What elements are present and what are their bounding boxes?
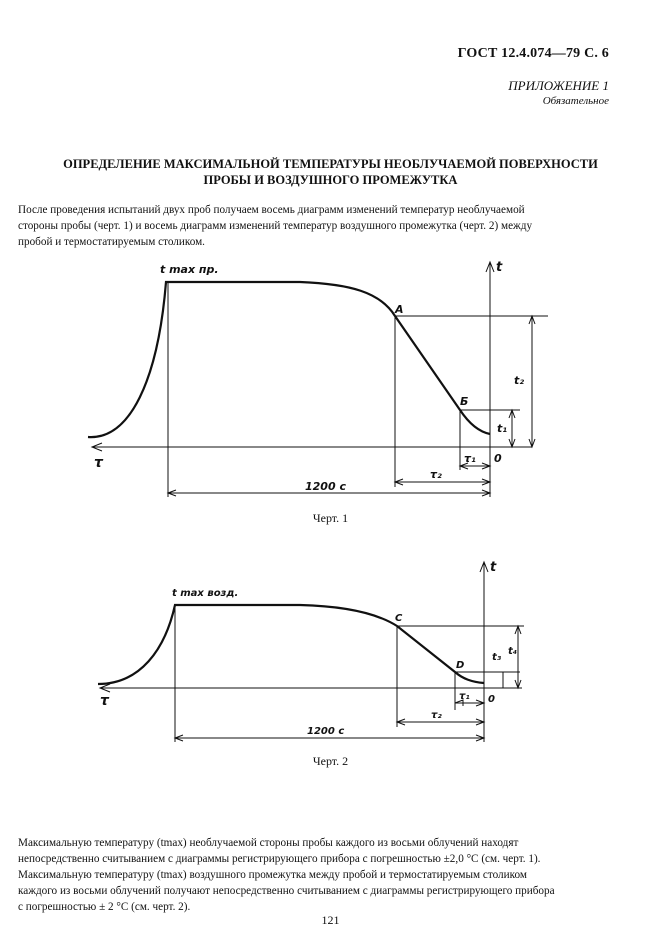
fig2-tau2-label: τ₂	[431, 710, 442, 721]
fig1-axis-t: t	[496, 260, 503, 275]
fig1-axis-tau: τ	[94, 455, 103, 471]
fig2-peak-label: t max возд.	[172, 588, 239, 599]
appendix-label: ПРИЛОЖЕНИЕ 1	[508, 78, 609, 93]
appendix-status: Обязательное	[542, 95, 609, 107]
fig1-caption: Черт. 1	[312, 511, 349, 525]
intro-line2: стороны пробы (черт. 1) и восемь диаграмм изменений температур воздушного промежутка (черт. 2) между	[18, 220, 533, 232]
fig1-peak-label: t max пр.	[160, 263, 219, 276]
fig2-point-d: D	[456, 660, 465, 671]
fig2-tau1-label: τ₁	[459, 691, 470, 702]
intro-line3: пробой и термостатируемым столиком.	[18, 236, 205, 248]
fig2-temperature-curve	[98, 605, 484, 684]
fig2-origin: 0	[488, 694, 495, 705]
paragraph-tmax-air	[18, 867, 608, 915]
fig1-origin: 0	[494, 452, 502, 465]
fig2-duration-label: 1200 с	[307, 726, 345, 737]
intro-line1: После проведения испытаний двух проб получаем восемь диаграмм изменений температур необлучаемой	[18, 204, 525, 216]
fig1-tau2-label: τ₂	[430, 468, 442, 481]
para3-line3: с погрешностью ± 2 °С (см. черт. 2).	[18, 901, 191, 913]
fig1-point-a: A	[395, 303, 404, 316]
fig2-caption: Черт. 2	[312, 754, 349, 768]
fig2-axis-t: t	[490, 560, 497, 575]
section-title-line1: ОПРЕДЕЛЕНИЕ МАКСИМАЛЬНОЙ ТЕМПЕРАТУРЫ НЕОБЛУЧАЕМОЙ ПОВЕРХНОСТИ	[63, 157, 598, 171]
fig1-tau1-label: τ₁	[464, 452, 476, 465]
para2-line2: непосредственно считыванием с диаграммы регистрирующего прибора с погрешностью ±2,0 °С (см. черт. 1).	[18, 853, 541, 865]
page-number: 121	[321, 913, 340, 927]
fig1-t1-label: t₁	[497, 422, 508, 435]
fig1-duration-label: 1200 с	[305, 480, 346, 493]
fig1-t2-label: t₂	[514, 374, 525, 387]
para3-line1: Максимальную температуру (tmax) воздушного промежутка между пробой и термостатируемым столиком	[18, 869, 527, 881]
paragraph-tmax-surface	[18, 835, 608, 867]
fig2-t3-label: t₃	[492, 652, 502, 663]
para2-line1: Максимальную температуру (tmax) необлучаемой стороны пробы каждого из восьми облучений находят	[18, 837, 519, 849]
para3-line2: каждого из восьми облучений получают непосредственно считыванием с диаграммы регистрирующего прибора	[18, 885, 555, 897]
standard-reference: ГОСТ 12.4.074—79 С. 6	[457, 46, 609, 61]
fig2-t4-label: t₄	[508, 646, 518, 657]
section-title-line2: ПРОБЫ И ВОЗДУШНОГО ПРОМЕЖУТКА	[203, 173, 458, 187]
fig1-point-b: Б	[460, 395, 469, 408]
fig2-axis-tau: τ	[100, 693, 109, 709]
fig2-point-c: C	[395, 613, 403, 624]
